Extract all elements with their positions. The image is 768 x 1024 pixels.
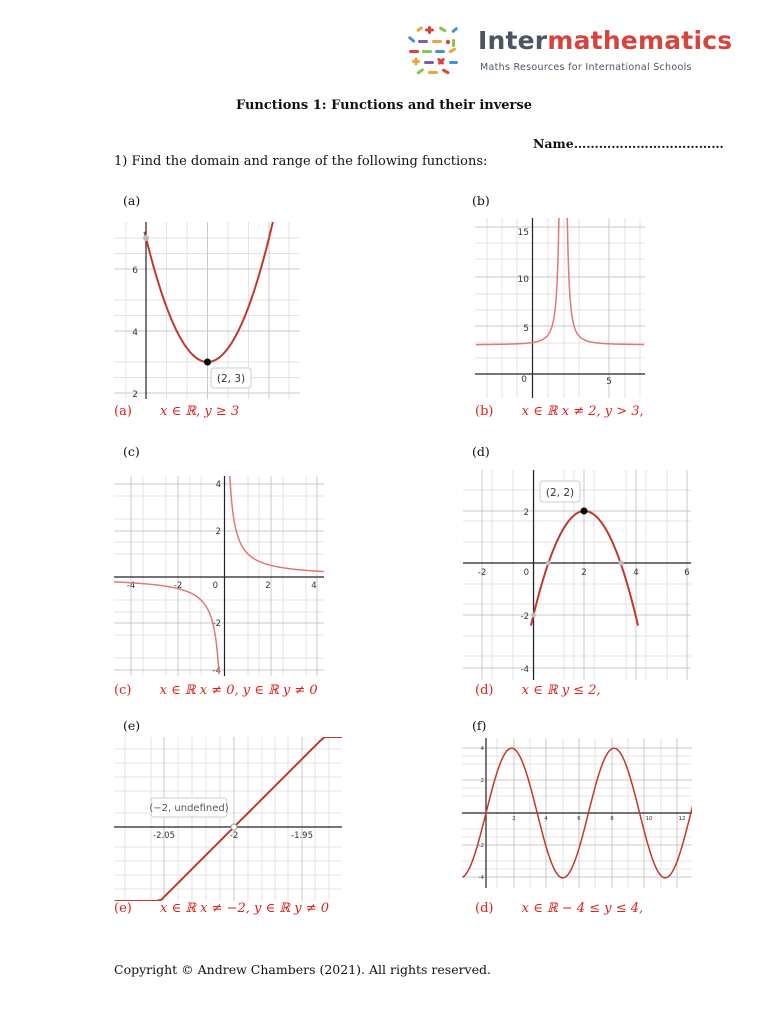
graph-f-tick-x12: 12	[678, 816, 686, 822]
graph-b-tick-x5: 5	[606, 377, 612, 387]
page-title: Functions 1: Functions and their inverse	[235, 98, 533, 113]
graph-c	[114, 476, 324, 676]
graph-e-tick-x-2: -2	[229, 831, 239, 841]
logo	[406, 24, 733, 80]
graph-c-tick-x2: 2	[265, 581, 271, 591]
graph-d-tick-x4: 4	[633, 568, 639, 578]
graph-a-vertex-point	[204, 359, 211, 366]
graph-f-tick-x2: 2	[512, 816, 516, 822]
graph-a-curve	[144, 222, 278, 362]
graph-d-vertex-point	[581, 508, 588, 515]
graph-a-y-intercept	[143, 235, 149, 241]
graph-a-tick-2: 2	[132, 390, 138, 399]
graph-c-tick-y-4: -4	[212, 666, 221, 676]
graph-b-grid	[475, 218, 645, 398]
graph-b-tick-10: 10	[517, 275, 529, 285]
answer-c-label: (c)	[114, 683, 132, 698]
question-text: 1) Find the domain and range of the following functions:	[114, 154, 488, 169]
graph-d-tick-x6: 6	[684, 568, 690, 578]
answer-b	[475, 404, 644, 419]
answer-b-label: (b)	[475, 404, 494, 419]
graph-c-grid	[114, 476, 324, 676]
answer-e-text: x ∈ ℝ x ≠ −2, y ∈ ℝ y ≠ 0	[159, 901, 329, 916]
graph-f-tick-y-4: -4	[478, 875, 484, 881]
graph-f-tick-x4: 4	[544, 816, 548, 822]
graph-d-tick-x-2: -2	[477, 568, 487, 578]
graph-c-tick-y4: 4	[215, 480, 221, 490]
graph-c-tick-x0: 0	[212, 581, 218, 591]
graph-e-line	[115, 737, 342, 901]
graph-f-tick-y4: 4	[480, 746, 484, 752]
logo-word-inter: Inter	[478, 26, 548, 55]
logo-word-mathematics: mathematics	[547, 26, 733, 55]
part-label-d: (d)	[472, 444, 490, 459]
graph-e-hole	[231, 824, 237, 830]
logo-mark-icon	[406, 24, 462, 80]
name-line: Name………………………………	[533, 136, 724, 151]
graph-d-tick-y-4: -4	[520, 665, 529, 675]
graph-d-x-intercept-left	[546, 561, 551, 566]
answer-a	[114, 404, 239, 419]
part-label-b: (b)	[472, 193, 490, 208]
part-label-c: (c)	[123, 444, 140, 459]
graph-a-point-label: (2, 3)	[216, 373, 246, 385]
answer-a-text: x ∈ ℝ, y ≥ 3	[160, 404, 240, 419]
graph-f-tick-x8: 8	[610, 816, 614, 822]
graph-e-grid	[114, 737, 342, 901]
graph-d	[463, 470, 691, 680]
graph-c-tick-y-2: -2	[212, 619, 221, 629]
graph-c-tick-x4: 4	[311, 581, 317, 591]
graph-c-major-grid	[114, 476, 324, 676]
answer-f-text: x ∈ ℝ − 4 ≤ y ≤ 4,	[521, 901, 644, 916]
answer-c-text: x ∈ ℝ x ≠ 0, y ∈ ℝ y ≠ 0	[159, 683, 318, 698]
answer-c	[114, 683, 318, 698]
graph-b-tick-5: 5	[523, 324, 529, 334]
part-label-f: (f)	[472, 718, 487, 733]
graph-a-tick-4: 4	[132, 328, 138, 338]
graph-d-x-intercept-right	[619, 561, 624, 566]
answer-e	[114, 901, 329, 916]
graph-d-tick-y-2: -2	[520, 612, 529, 622]
answer-f-label: (d)	[475, 901, 494, 916]
graph-f-tick-x10: 10	[645, 816, 653, 822]
answer-d-text: x ∈ ℝ y ≤ 2,	[521, 683, 601, 698]
graph-e-tick-x-1-95: -1.95	[291, 831, 313, 841]
graph-f	[462, 738, 692, 888]
graph-d-point-label: (2, 2)	[545, 487, 575, 499]
graph-c-tick-x-4: -4	[126, 581, 136, 591]
graph-e	[114, 737, 342, 901]
graph-e-point-label: (−2, undefined)	[149, 803, 229, 814]
graph-d-y-intercept	[531, 613, 536, 618]
graph-a-major-grid	[114, 222, 300, 399]
graph-f-tick-x6: 6	[577, 816, 581, 822]
graph-f-tick-y-2: -2	[478, 843, 484, 849]
part-label-a: (a)	[123, 193, 141, 208]
graph-b-tick-15: 15	[517, 228, 529, 238]
graph-b	[475, 218, 645, 398]
graph-d-tick-x0: 0	[523, 568, 529, 578]
part-label-e: (e)	[123, 718, 141, 733]
graph-c-curve-right	[230, 476, 324, 572]
answer-e-label: (e)	[114, 901, 132, 916]
answer-d	[475, 683, 601, 698]
graph-d-tick-y2: 2	[523, 508, 529, 518]
graph-c-tick-x-2: -2	[173, 581, 183, 591]
graph-a	[114, 222, 300, 399]
graph-a-tick-6: 6	[132, 266, 138, 276]
graph-f-tick-y2: 2	[480, 778, 484, 784]
answer-a-label: (a)	[114, 404, 132, 419]
graph-b-major-grid	[475, 218, 645, 398]
answer-d-label: (d)	[475, 683, 494, 698]
logo-wordmark	[478, 26, 732, 55]
logo-tagline: Maths Resources for International Schools	[480, 62, 692, 73]
answer-b-text: x ∈ ℝ x ≠ 2, y > 3,	[521, 404, 644, 419]
graph-e-tick-x-2-05: -2.05	[153, 831, 175, 841]
graph-b-tick-0: 0	[521, 375, 527, 385]
graph-d-tick-x2: 2	[581, 568, 587, 578]
answer-f	[475, 901, 643, 916]
copyright-footer: Copyright © Andrew Chambers (2021). All rights reserved.	[114, 962, 491, 977]
graph-c-tick-y2: 2	[215, 527, 221, 537]
